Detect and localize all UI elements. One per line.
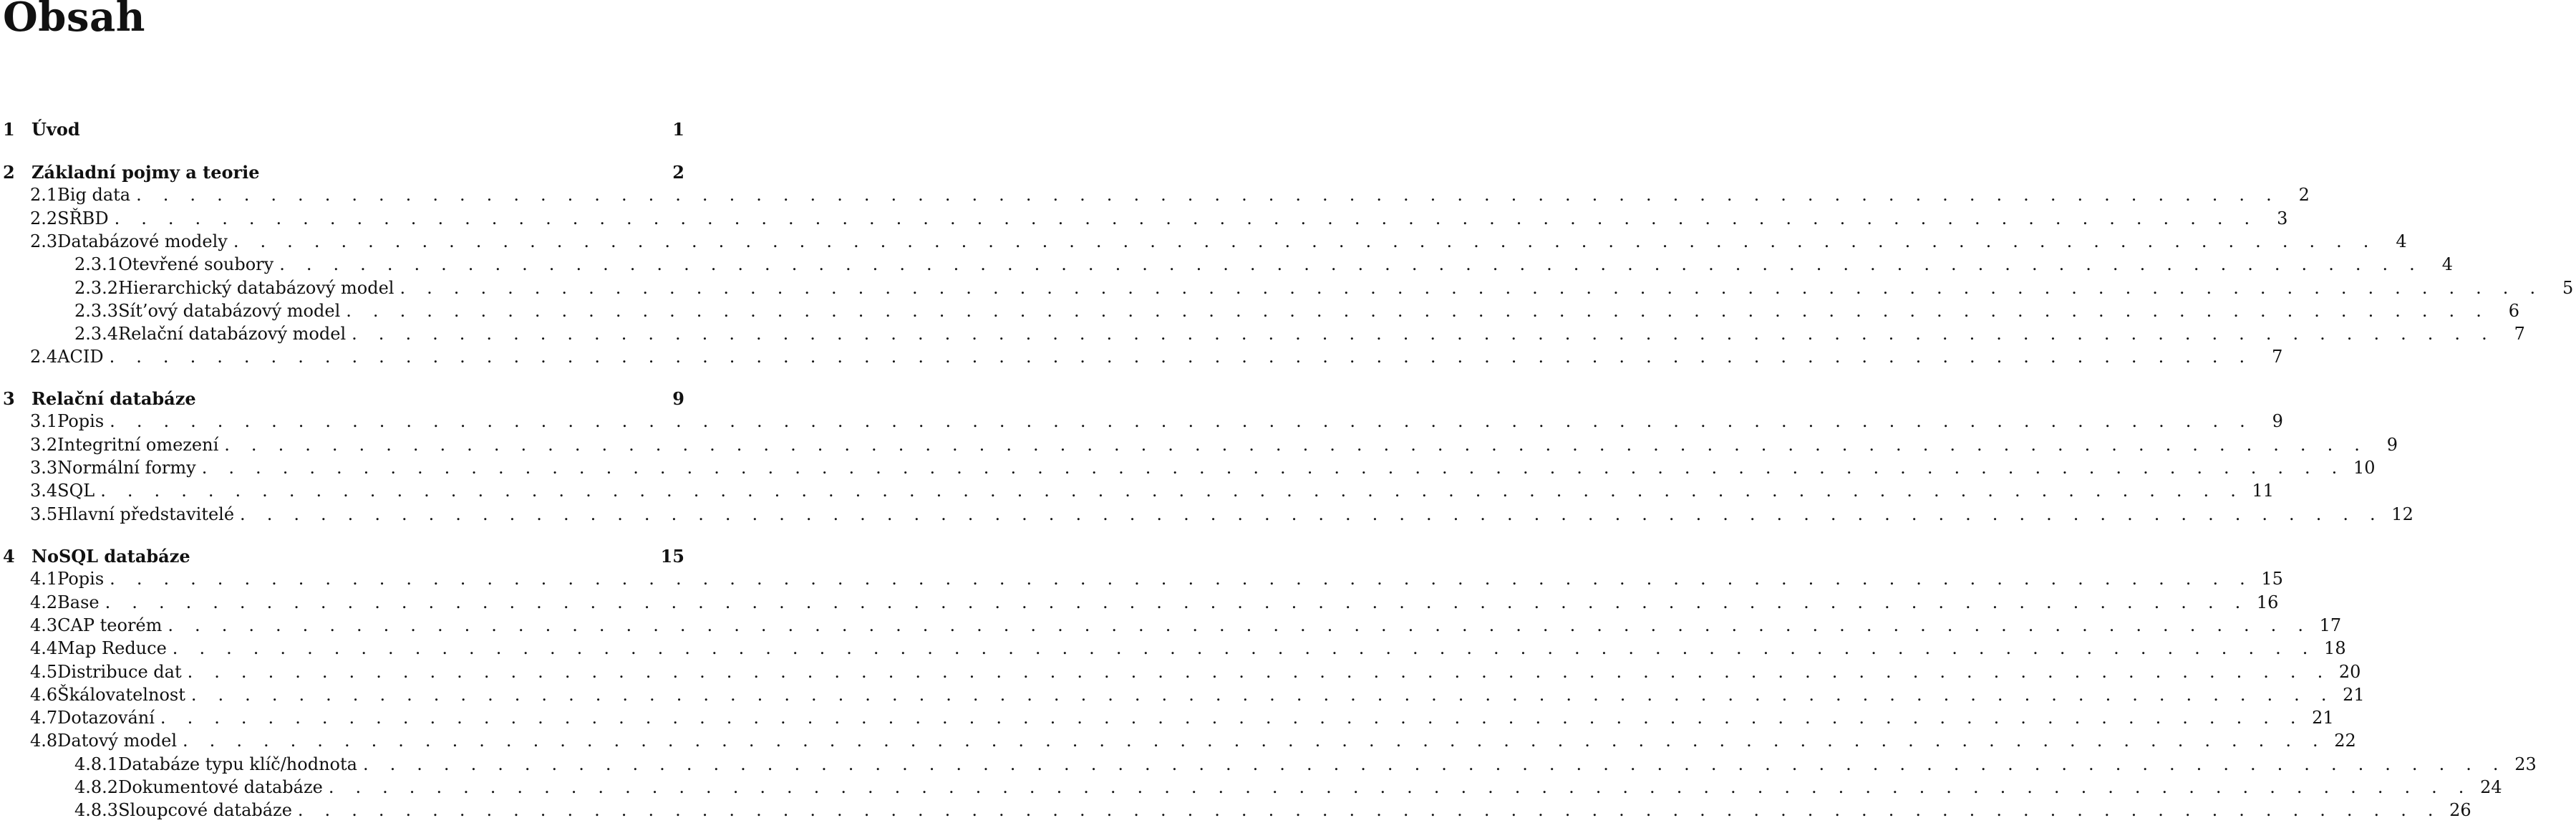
toc-section-row[interactable] (0, 683, 2365, 706)
chapter-page-number: 1 (672, 118, 684, 140)
section-page-number: 22 (2334, 731, 2356, 751)
subsection-title: Dokumentové databáze (118, 777, 323, 797)
toc-section-row[interactable] (0, 567, 2283, 590)
section-number: 2.3 (30, 231, 58, 251)
dot-leader: . . . . . . . . . . . . . . . . . . . . . . . . . . . . . . . . . . . . . . . . . . . . . . . . . . . . . . . . . . . . . . . . . . . . . . . . . . . . . . . . (224, 434, 2368, 455)
section-title: Base (57, 592, 100, 612)
subsection-number: 4.8.3 (74, 800, 119, 821)
section-title: Popis (57, 411, 105, 432)
section-title: Normální formy (57, 457, 196, 478)
section-page-number: 3 (2277, 208, 2288, 228)
subsection-page-number: 4 (2441, 254, 2453, 275)
toc-chapter-row[interactable] (0, 387, 687, 410)
subsection-page-number: 24 (2480, 777, 2502, 797)
toc-section-row[interactable] (0, 410, 2283, 433)
subsection-number: 4.8.1 (74, 754, 119, 774)
section-title: Databázové modely (57, 231, 228, 251)
section-page-number: 18 (2324, 638, 2346, 659)
section-number: 4.1 (30, 569, 58, 589)
toc-section-row[interactable] (0, 479, 2275, 502)
subsection-number: 2.3.1 (74, 254, 119, 275)
toc-section-row[interactable] (0, 183, 2310, 206)
section-page-number: 17 (2319, 615, 2342, 635)
section-page-number: 20 (2338, 661, 2361, 682)
dot-leader: . . . . . . . . . . . . . . . . . . . . . . . . . . . . . . . . . . . . . . . . . . . . . . . . . . . . . . . . . . . . . . . . . . . . . . . . . . . . . . . . (109, 347, 2253, 367)
chapter-title: NoSQL databáze (32, 545, 190, 567)
dot-leader: . . . . . . . . . . . . . . . . . . . . . . . . . . . . . . . . . . . . . . . . . . . . . . . . . . . . . . . . . . . . . . . . . . . . . . . . . . . . . . . . (190, 684, 2335, 705)
section-page-number: 2 (2298, 185, 2310, 206)
toc-section-row[interactable] (0, 591, 2279, 614)
dot-leader: . . . . . . . . . . . . . . . . . . . . . . . . . . . . . . . . . . . . . . . . . . . . . . . . . . . . . . . . . . . . . . . . . . . . . . . . . . . . . . . . (110, 569, 2253, 589)
dot-leader: . . . . . . . . . . . . . . . . . . . . . . . . . . . . . . . . . . . . . . . . . . . . . . . . . . . . . . . . . . . . . . . . . . . . . . . . . . . . . . . . (100, 481, 2245, 501)
section-title: ACID (57, 347, 104, 367)
dot-leader: . . . . . . . . . . . . . . . . . . . . . . . . . . . . . . . . . . . . . . . . . . . . . . . . . . . . . . . . . . . . . . . . . . . . . . . . . . . . . . . . (136, 185, 2280, 206)
section-number: 3.3 (30, 457, 58, 478)
dot-leader: . . . . . . . . . . . . . . . . . . . . . . . . . . . . . . . . . . . . . . . . . . . . . . . . . . . . . . . . . . . . . . . . . . . . . . . . . . . . . . . . (172, 638, 2316, 659)
dot-leader: . . . . . . . . . . . . . . . . . . . . . . . . . . . . . . . . . . . . . . . . . . . . . . . . . . . . . . . . . . . . . . . . . . . . . . . . . . . . . . . . (183, 731, 2326, 751)
chapter-number: 2 (3, 161, 15, 183)
section-number: 3.1 (30, 411, 58, 432)
section-number: 4.8 (30, 731, 58, 751)
subsection-page-number: 26 (2449, 800, 2471, 821)
dot-leader: . . . . . . . . . . . . . . . . . . . . . . . . . . . . . . . . . . . . . . . . . . . . . . . . . . . . . . . . . . . . . . . . . . . . . . . . . . . . . . . . (362, 754, 2507, 774)
section-title: Škálovatelnost (57, 684, 185, 705)
subsection-number: 2.3.4 (74, 324, 119, 345)
section-page-number: 9 (2386, 434, 2398, 455)
dot-leader: . . . . . . . . . . . . . . . . . . . . . . . . . . . . . . . . . . . . . . . . . . . . . . . . . . . . . . . . . . . . . . . . . . . . . . . . . . . . . . . . (160, 708, 2304, 728)
section-page-number: 16 (2256, 592, 2279, 612)
section-number: 4.3 (30, 615, 58, 635)
toc-section-row[interactable] (0, 729, 2356, 752)
toc-chapter-row[interactable] (0, 117, 687, 140)
subsection-title: Hierarchický databázový model (118, 277, 394, 298)
chapter-page-number: 9 (672, 388, 684, 409)
toc-chapter-row[interactable] (0, 544, 687, 567)
section-title: Big data (57, 185, 131, 206)
toc-section-row[interactable] (0, 345, 2283, 368)
toc-section-row[interactable] (0, 637, 2346, 660)
subsection-title: Otevřené soubory (118, 254, 274, 275)
section-page-number: 4 (2396, 231, 2407, 251)
section-number: 3.2 (30, 434, 58, 455)
dot-leader: . . . . . . . . . . . . . . . . . . . . . . . . . . . . . . . . . . . . . . . . . . . . . . . . . . . . . . . . . . . . . . . . . . . . . . . . . . . . . . . . (240, 504, 2383, 524)
chapter-title: Základní pojmy a teorie (32, 161, 260, 183)
section-page-number: 21 (2343, 684, 2365, 705)
chapter-title: Relační databáze (32, 388, 196, 409)
section-title: SŘBD (57, 208, 109, 228)
dot-leader: . . . . . . . . . . . . . . . . . . . . . . . . . . . . . . . . . . . . . . . . . . . . . . . . . . . . . . . . . . . . . . . . . . . . . . . . . . . . . . . . (105, 592, 2249, 612)
dot-leader: . . . . . . . . . . . . . . . . . . . . . . . . . . . . . . . . . . . . . . . . . . . . . . . . . . . . . . . . . . . . . . . . . . . . . . . . . . . . . . . . (400, 277, 2544, 298)
toc-subsection-row[interactable] (0, 322, 2525, 345)
section-page-number: 9 (2272, 411, 2283, 432)
dot-leader: . . . . . . . . . . . . . . . . . . . . . . . . . . . . . . . . . . . . . . . . . . . . . . . . . . . . . . . . . . . . . . . . . . . . . . . . . . . . . . . . (201, 457, 2345, 478)
section-page-number: 10 (2353, 457, 2376, 478)
toc-subsection-row[interactable] (0, 299, 2520, 322)
dot-leader: . . . . . . . . . . . . . . . . . . . . . . . . . . . . . . . . . . . . . . . . . . . . . . . . . . . . . . . . . . . . . . . . . . . . . . . . . . . . . . . . (187, 661, 2331, 682)
toc-section-row[interactable] (0, 503, 2413, 526)
chapter-number: 3 (3, 388, 15, 409)
dot-leader: . . . . . . . . . . . . . . . . . . . . . . . . . . . . . . . . . . . . . . . . . . . . . . . . . . . . . . . . . . . . . . . . . . . . . . . . . . . . . . . . (114, 208, 2258, 228)
dot-leader: . . . . . . . . . . . . . . . . . . . . . . . . . . . . . . . . . . . . . . . . . . . . . . . . . . . . . . . . . . . . . . . . . . . . . . . . . . . . . . . . (352, 324, 2495, 345)
dot-leader: . . . . . . . . . . . . . . . . . . . . . . . . . . . . . . . . . . . . . . . . . . . . . . . . . . . . . . . . . . . . . . . . . . . . . . . . . . . . . . . . (233, 231, 2377, 251)
section-number: 4.4 (30, 638, 58, 659)
subsection-number: 2.3.3 (74, 300, 119, 321)
subsection-number: 4.8.2 (74, 777, 119, 797)
toc-section-row[interactable] (0, 207, 2288, 230)
dot-leader: . . . . . . . . . . . . . . . . . . . . . . . . . . . . . . . . . . . . . . . . . . . . . . . . . . . . . . . . . . . . . . . . . . . . . . . . . . . . . . . . (110, 411, 2253, 432)
section-number: 4.2 (30, 592, 58, 612)
section-page-number: 11 (2252, 481, 2275, 501)
section-title: Popis (57, 569, 105, 589)
toc-section-row[interactable] (0, 614, 2342, 637)
section-number: 2.2 (30, 208, 58, 228)
section-page-number: 7 (2272, 347, 2283, 367)
dot-leader: . . . . . . . . . . . . . . . . . . . . . . . . . . . . . . . . . . . . . . . . . . . . . . . . . . . . . . . . . . . . . . . . . . . . . . . . . . . . . . . . (328, 777, 2472, 797)
subsection-page-number: 6 (2508, 300, 2520, 321)
section-title: CAP teorém (57, 615, 163, 635)
subsection-page-number: 7 (2514, 324, 2525, 345)
section-title: Map Reduce (57, 638, 167, 659)
section-number: 3.4 (30, 481, 58, 501)
dot-leader: . . . . . . . . . . . . . . . . . . . . . . . . . . . . . . . . . . . . . . . . . . . . . . . . . . . . . . . . . . . . . . . . . . . . . . . . . . . . . . . . (346, 300, 2490, 321)
section-number: 4.7 (30, 708, 58, 728)
chapter-page-number: 15 (660, 545, 684, 567)
section-title: Hlavní představitelé (57, 504, 235, 524)
section-title: Integritní omezení (57, 434, 219, 455)
chapter-page-number: 2 (672, 161, 684, 183)
page-title: Obsah (3, 0, 145, 41)
section-page-number: 21 (2312, 708, 2334, 728)
section-number: 2.4 (30, 347, 58, 367)
subsection-page-number: 23 (2514, 754, 2537, 774)
subsection-page-number: 5 (2562, 277, 2574, 298)
toc-section-row[interactable] (0, 433, 2398, 456)
toc-chapter-row[interactable] (0, 160, 687, 183)
dot-leader: . . . . . . . . . . . . . . . . . . . . . . . . . . . . . . . . . . . . . . . . . . . . . . . . . . . . . . . . . . . . . . . . . . . . . . . . . . . . . . . . (297, 800, 2441, 821)
chapter-title: Úvod (32, 118, 80, 140)
dot-leader: . . . . . . . . . . . . . . . . . . . . . . . . . . . . . . . . . . . . . . . . . . . . . . . . . . . . . . . . . . . . . . . . . . . . . . . . . . . . . . . . (168, 615, 2312, 635)
section-title: SQL (57, 481, 95, 501)
toc-subsection-row[interactable] (0, 776, 2502, 799)
section-number: 2.1 (30, 185, 58, 206)
subsection-number: 2.3.2 (74, 277, 119, 298)
section-title: Distribuce dat (57, 661, 182, 682)
toc-section-row[interactable] (0, 230, 2407, 253)
section-title: Datový model (57, 731, 178, 751)
subsection-title: Relační databázový model (118, 324, 347, 345)
chapter-number: 4 (3, 545, 15, 567)
section-number: 4.6 (30, 684, 58, 705)
toc-subsection-row[interactable] (0, 253, 2453, 276)
section-number: 3.5 (30, 504, 58, 524)
subsection-title: Sít’ový databázový model (118, 300, 341, 321)
toc-subsection-row[interactable] (0, 753, 2537, 776)
toc-subsection-row[interactable] (0, 799, 2471, 822)
section-page-number: 12 (2391, 504, 2413, 524)
section-title: Dotazování (57, 708, 155, 728)
section-page-number: 15 (2261, 569, 2283, 589)
toc-section-row[interactable] (0, 456, 2376, 479)
toc-subsection-row[interactable] (0, 276, 2574, 299)
subsection-title: Sloupcové databáze (118, 800, 292, 821)
toc-section-row[interactable] (0, 660, 2361, 683)
dot-leader: . . . . . . . . . . . . . . . . . . . . . . . . . . . . . . . . . . . . . . . . . . . . . . . . . . . . . . . . . . . . . . . . . . . . . . . . . . . . . . . . (279, 254, 2423, 275)
toc-section-row[interactable] (0, 706, 2334, 729)
chapter-number: 1 (3, 118, 15, 140)
section-number: 4.5 (30, 661, 58, 682)
subsection-title: Databáze typu klíč/hodnota (118, 754, 357, 774)
